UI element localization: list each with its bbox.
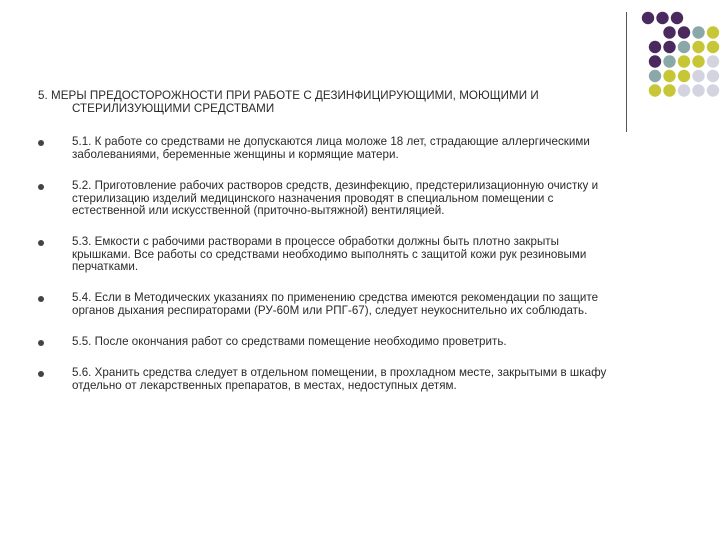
list-item-line: органов дыхания респираторами (РУ-60М или РПГ-67), следует неукоснительно их соблюдать.: [72, 303, 588, 317]
list-item-line: 5.6. Хранить средства следует в отдельном помещении, в прохладном месте, закрытыми в шкафу: [72, 366, 607, 379]
bullet-icon: [38, 184, 44, 190]
bullet-icon: [38, 340, 44, 346]
list-item-line: крышками. Все работы со средствами необходимо выполнять с защитой кожи рук резиновыми: [72, 247, 587, 261]
bullet-icon: [38, 296, 44, 302]
list-item-text: [72, 292, 678, 317]
bullet-icon: [38, 371, 44, 377]
list-item-line: 5.2. Приготовление рабочих растворов средств, дезинфекцию, предстерилизационную очистку и: [72, 179, 599, 192]
bullet-icon: [38, 140, 44, 146]
list-item-line: 5.3. Емкости с рабочими растворами в процессе обработки должны быть плотно закрыты: [72, 235, 559, 248]
list-item-text: [72, 336, 678, 349]
list-item-text: [72, 236, 678, 274]
slide-title-line1: 5. МЕРЫ ПРЕДОСТОРОЖНОСТИ ПРИ РАБОТЕ С ДЕЗИНФИЦИРУЮЩИМИ, МОЮЩИМИ И: [38, 89, 539, 102]
list-item-line: отдельно от лекарственных препаратов, в местах, недоступных детям.: [72, 378, 457, 392]
list-item-line: перчатками.: [72, 260, 139, 273]
bullet-icon: [38, 240, 44, 246]
slide-title-line2: СТЕРИЛИЗУЮЩИМИ СРЕДСТВАМИ: [72, 101, 275, 115]
list-item-text: [72, 367, 678, 392]
list-item-text: [72, 180, 678, 218]
list-item-text: [72, 136, 678, 161]
list-item-line: естественной или искусственной (приточно-вытяжной) вентиляцией.: [72, 204, 445, 217]
list-item-line: заболеваниями, беременные женщины и кормящие матери.: [72, 147, 399, 161]
list-item-line: стерилизацию изделий медицинского назначения проводят в специальном помещении с: [72, 191, 554, 205]
list-item-line: 5.5. После окончания работ со средствами помещение необходимо проветрить.: [72, 335, 507, 348]
list-item-line: 5.1. К работе со средствами не допускаются лица моложе 18 лет, страдающие аллергическими: [72, 135, 590, 148]
list-item-line: 5.4. Если в Методических указаниях по применению средства имеются рекомендации по защите: [72, 291, 599, 304]
